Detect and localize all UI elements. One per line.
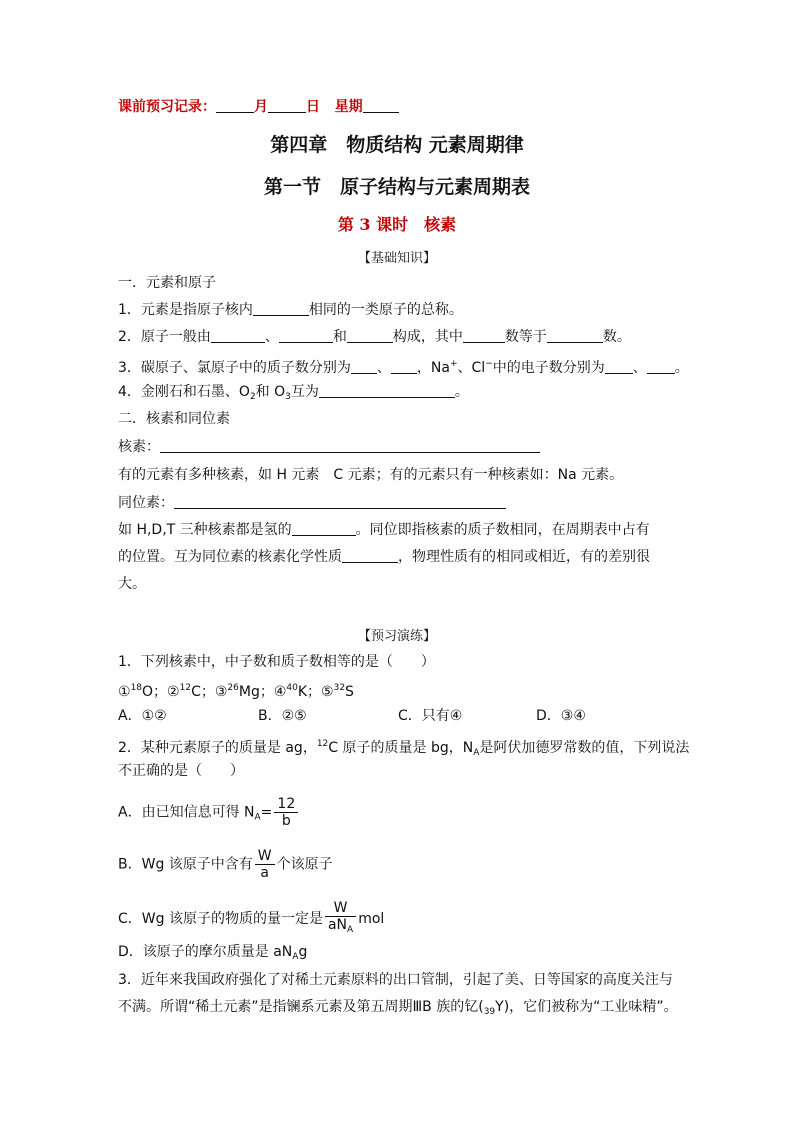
q4-o3-sub: 3: [285, 392, 291, 402]
p1-option-d[interactable]: D．③④: [536, 708, 586, 724]
nuclide-definition-line: [118, 437, 540, 457]
question-3: [118, 354, 689, 378]
nuclide-4: ④$^{40}$K: [273, 683, 308, 700]
q4-text-b: 和 O: [255, 384, 286, 400]
q3-text-f: 、: [632, 360, 647, 376]
practice-2-stem-2: 不正确的是（ ）: [118, 763, 244, 779]
day-blank[interactable]: [268, 97, 306, 113]
part2-title: 二．核素和同位素: [118, 411, 230, 427]
month-blank[interactable]: [216, 97, 254, 113]
q3-text-a: 3．碳原子、氯原子中的质子数分别为: [118, 360, 351, 376]
p2-option-b[interactable]: B．Wg 该原子中含有 $\frac{W}{a}$ 个该原子: [118, 848, 333, 881]
q3-text-b: 、: [376, 360, 391, 376]
iso-text-d: ，物理性质有的相同或相近，有的差别很: [398, 549, 650, 565]
p2-option-a[interactable]: A．由已知信息可得 $N_A=$ $\frac{12}{b}$: [118, 796, 300, 829]
day-label: 日: [306, 99, 320, 115]
isotope-definition-line: [118, 493, 506, 513]
q4-text-d: 。: [454, 384, 469, 400]
q2-blank-1[interactable]: [211, 327, 265, 343]
q3-blank-3[interactable]: [605, 358, 633, 374]
question-4: [118, 382, 469, 407]
isotope-text-3: 大。: [118, 576, 146, 592]
iso-blank-1[interactable]: [292, 520, 356, 536]
nuclide-label: 核素：: [118, 439, 160, 455]
isotope-label: 同位素：: [118, 495, 174, 511]
q2-blank-2[interactable]: [279, 327, 333, 343]
q3-cl-charge: −: [485, 359, 493, 369]
weekday-label: 星期: [334, 99, 363, 115]
basic-knowledge-heading: 【基础知识】: [357, 251, 436, 266]
q3-na-charge: +: [449, 359, 458, 369]
question-1: [118, 300, 463, 320]
q4-blank[interactable]: [319, 382, 455, 398]
record-label: 课前预习记录：: [118, 99, 216, 115]
question-2: [118, 327, 631, 347]
q4-text-c: 互为: [290, 384, 319, 400]
lesson-title: 第 3 课时 核素: [337, 215, 457, 234]
practice-3-text-2: 不满。所谓“稀土元素”是指镧系元素及第五周期ⅢB 族的钇$(_{39}Y)$，它们被称为“工业味精”。: [118, 999, 678, 1017]
isotope-text-1: [118, 520, 650, 540]
q2-text-e: 数等于: [504, 329, 547, 345]
nuclide-blank[interactable]: [160, 437, 540, 453]
part1-title: 一．元素和原子: [118, 275, 216, 291]
practice-2-stem-1: 2．某种元素原子的质量是 ag，$^{12}$C 原子的质量是 bg，$N_A$是阿伏加德罗常数的值，下列说法: [118, 739, 690, 758]
iso-text-c: 的位置。互为同位素的核素化学性质: [118, 549, 342, 565]
q3-blank-2[interactable]: [391, 358, 417, 374]
practice-1-stem: 1．下列核素中，中子数和质子数相等的是（ ）: [118, 654, 435, 670]
q2-text-d: 构成，其中: [392, 329, 463, 345]
p1-option-b[interactable]: B．②⑤: [258, 708, 307, 724]
q4-text-a: 4．金刚石和石墨、O: [118, 384, 250, 400]
iso-blank-2[interactable]: [342, 547, 398, 563]
q3-text-e: 中的电子数分别为: [492, 360, 605, 376]
q1-text-b: 相同的一类原子的总称。: [308, 302, 463, 318]
isotope-blank[interactable]: [174, 493, 506, 509]
fraction-w-over-ana: $\frac{W}{aN_A}$: [325, 900, 356, 938]
q1-text-a: 1．元素是指原子核内: [118, 302, 253, 318]
chapter-title: 第四章 物质结构 元素周期律: [270, 134, 524, 156]
fraction-w-over-a: $\frac{W}{a}$: [255, 848, 275, 881]
iso-text-a: 如 H,D,T 三种核素都是氢的: [118, 522, 292, 538]
q4-o2-sub: 2: [249, 392, 256, 402]
p1-option-a[interactable]: A．①②: [118, 708, 167, 724]
q2-blank-3[interactable]: [347, 327, 393, 343]
q2-text-f: 数。: [602, 329, 631, 345]
preview-record-line: [118, 97, 399, 117]
nuclide-5: ⑤$^{32}$S: [321, 683, 354, 700]
fraction-12-over-b: $\frac{12}{b}$: [274, 796, 298, 829]
month-label: 月: [254, 99, 268, 115]
weekday-blank[interactable]: [363, 97, 399, 113]
q3-text-g: 。: [674, 360, 689, 376]
practice-3-text-1: 3．近年来我国政府强化了对稀土元素原料的出口管制，引起了美、日等国家的高度关注与: [118, 972, 673, 988]
p2-option-c[interactable]: C．Wg 该原子的物质的量一定是 $\frac{W}{aN_A}$ mol: [118, 900, 384, 938]
q3-blank-4[interactable]: [647, 358, 675, 374]
p2-option-d[interactable]: D．该原子的摩尔质量是 $aN_Ag$: [118, 944, 308, 962]
q3-text-c: ，Na: [416, 360, 450, 376]
practice-1-options: [118, 706, 586, 726]
nuclide-2: ②$^{12}$C: [167, 683, 201, 700]
p1-option-c[interactable]: C．只有④: [398, 708, 463, 724]
nuclide-3: ③$^{26}$Mg: [214, 683, 260, 700]
q3-text-d: 、Cl: [457, 360, 486, 376]
q2-blank-4[interactable]: [463, 327, 505, 343]
section-title: 第一节 原子结构与元素周期表: [263, 176, 530, 198]
practice-1-nuclides: ①$^{18}$O；②$^{12}$C；③$^{26}$Mg；④$^{40}$K；⑤$^{32}$S: [118, 683, 354, 700]
q2-text-a: 2．原子一般由: [118, 329, 211, 345]
q2-text-c: 和: [332, 329, 347, 345]
q2-blank-5[interactable]: [547, 327, 603, 343]
iso-text-b: 。同位即指核素的质子数相同，在周期表中占有: [355, 522, 650, 538]
practice-heading: 【预习演练】: [357, 629, 436, 644]
q3-blank-1[interactable]: [351, 358, 377, 374]
nuclide-1: ①$^{18}$O: [118, 683, 154, 700]
q1-blank[interactable]: [253, 300, 309, 316]
nuclide-example: 有的元素有多种核素，如 H 元素 C 元素；有的元素只有一种核素如：Na 元素。: [118, 467, 624, 483]
q2-text-b: 、: [264, 329, 279, 345]
isotope-text-2: [118, 547, 650, 567]
